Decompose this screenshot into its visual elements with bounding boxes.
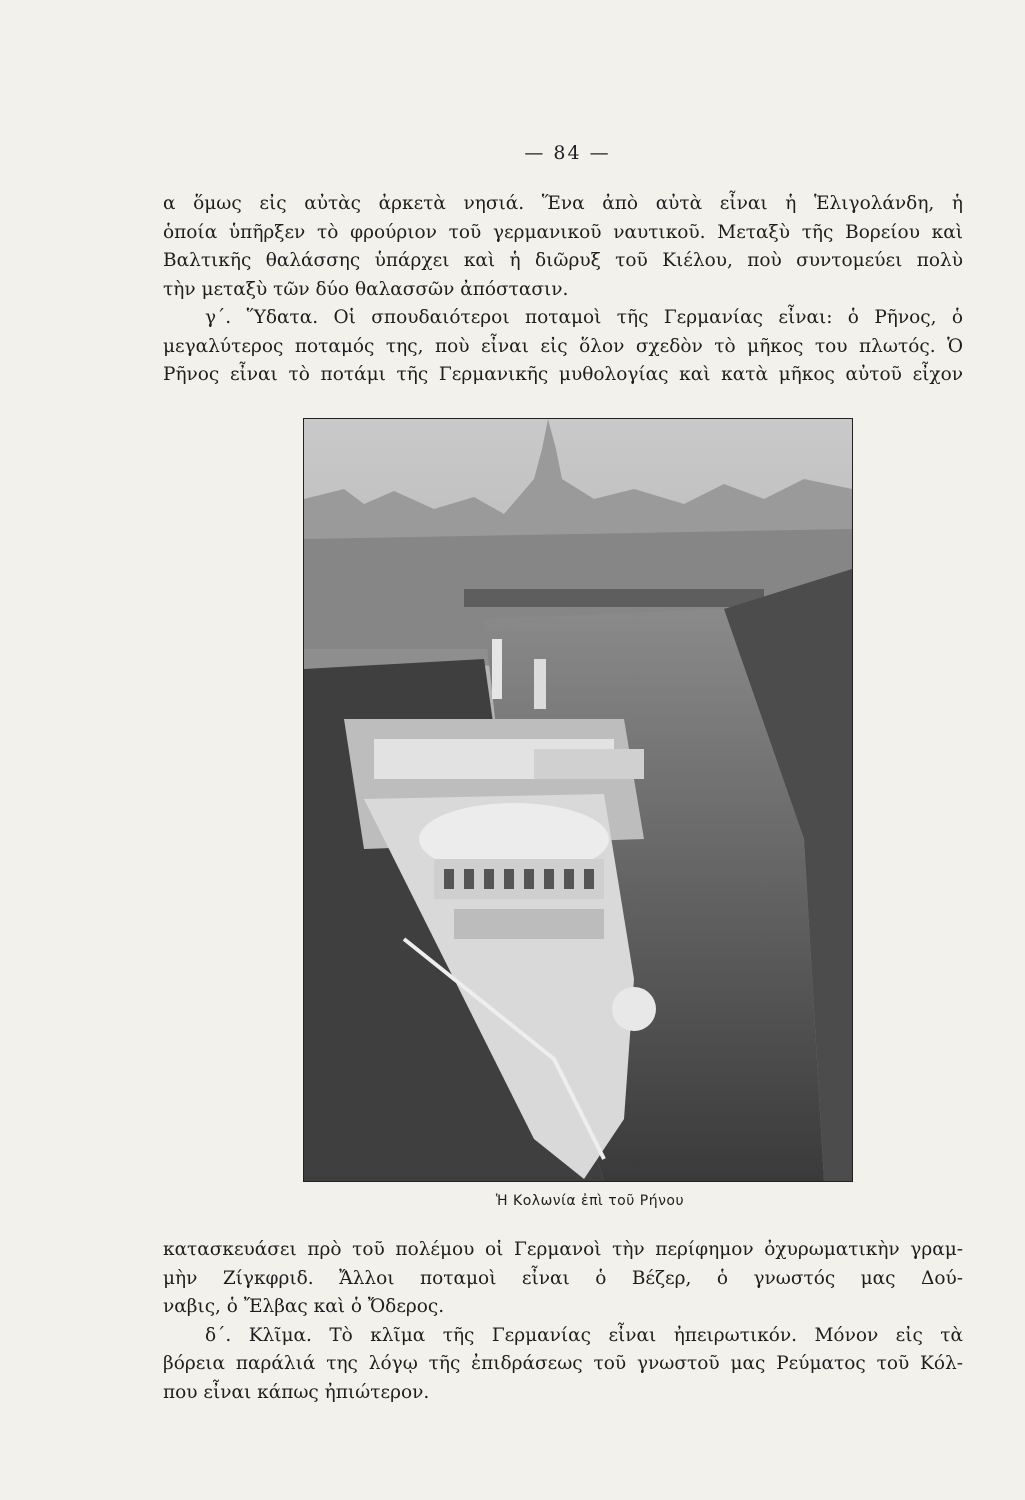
text-line: Βαλτικῆς θαλάσσης ὑπάρχει καὶ ἡ διῶρυξ τοῦ Κιέλου, ποὺ συντομεύει πολὺ xyxy=(163,250,963,271)
body-text-bottom xyxy=(163,1236,963,1407)
text-line: μεγαλύτερος ποταμός της, ποὺ εἶναι εἰς ὅλον σχεδὸν τὸ μῆκος του πλωτός. Ὁ xyxy=(163,335,963,357)
text-line: βόρεια παράλιά της λόγῳ τῆς ἐπιδράσεως τοῦ γνωστοῦ μας Ρεύματος τοῦ Κόλ- xyxy=(163,1353,963,1374)
text-line: που εἶναι κάπως ἠπιώτερον. xyxy=(163,1381,430,1403)
text-line: Ρῆνος εἶναι τὸ ποτάμι τῆς Γερμανικῆς μυθολογίας καὶ κατὰ μῆκος αὐτοῦ εἶχον xyxy=(163,364,963,385)
text-line: α ὅμως εἰς αὐτὰς ἀρκετὰ νησιά. Ἕνα ἀπὸ αὐτὰ εἶναι ἡ Ἑλιγολάνδη, ἡ xyxy=(163,193,963,214)
text-line: τὴν μεταξὺ τῶν δύο θαλασσῶν ἀπόστασιν. xyxy=(163,278,569,300)
section-heading-climate: δ΄. Κλῖμα. Τὸ κλῖμα τῆς Γερμανίας εἶναι ἠπειρωτικόν. Μόνον εἰς τὰ xyxy=(205,1324,963,1346)
page-number: — 84 — xyxy=(524,142,611,164)
figure-caption: Ἡ Κολωνία ἐπὶ τοῦ Ρήνου xyxy=(495,1193,685,1209)
photo-cologne-rhine xyxy=(303,418,853,1182)
text-line: κατασκευάσει πρὸ τοῦ πολέμου οἱ Γερμανοὶ τὴν περίφημον ὀχυρωματικὴν γραμ- xyxy=(163,1239,963,1260)
section-heading-waters: γ΄. Ὕδατα. Οἱ σπουδαιότεροι ποταμοὶ τῆς Γερμανίας εἶναι: ὁ Ρῆνος, ὁ xyxy=(205,307,963,328)
text-line: ναβις, ὁ Ἔλβας καὶ ὁ Ὄδερος. xyxy=(163,1296,445,1317)
body-text-top xyxy=(163,190,963,390)
text-line: μὴν Ζίγκφριδ. Ἄλλοι ποταμοὶ εἶναι ὁ Βέζερ, ὁ γνωστός μας Δού- xyxy=(163,1267,963,1289)
text-line: ὁποία ὑπῆρξεν τὸ φρούριον τοῦ γερμανικοῦ ναυτικοῦ. Μεταξὺ τῆς Βορείου καὶ xyxy=(163,221,963,243)
